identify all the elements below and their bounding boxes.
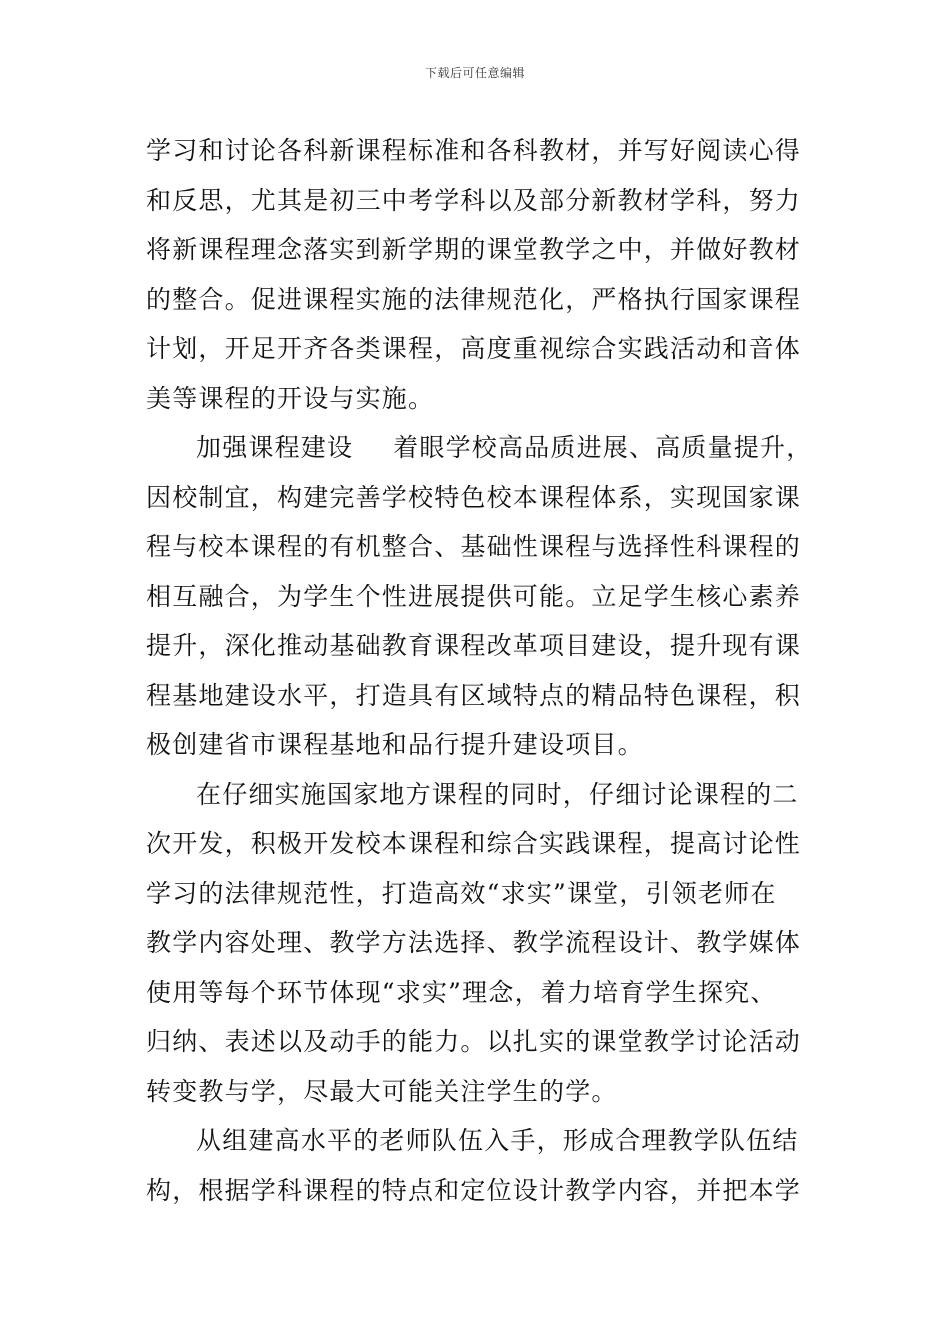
paragraph-line: 教学内容处理、教学方法选择、教学流程设计、教学媒体 [146, 928, 802, 957]
paragraph-first-line [146, 423, 813, 473]
paragraph-line: 和反思，尤其是初三中考学科以及部分新教材学科，努力 [146, 185, 802, 215]
paragraph-line: 程与校本课程的有机整合、基础性课程与选择性科课程的 [146, 532, 802, 561]
paragraph-line: 使用等每个环节体现“求实”理念，着力培育学生探究、 [146, 977, 777, 1007]
paragraph-line: 提升，深化推动基础教育课程改革项目建设，提升现有课 [146, 631, 802, 660]
paragraph-first-line: 在仔细实施国家地方课程的同时，仔细讨论课程的二 [196, 779, 799, 809]
paragraph-line: 极创建省市课程基地和品行提升建设项目。 [146, 730, 644, 759]
paragraph-line-text: 着眼学校高品质进展、高质量提升， [393, 433, 813, 462]
paragraph-line: 学习的法律规范性，打造高效“求实”课堂，引领老师在 [146, 878, 777, 908]
paragraph-line: 归纳、表述以及动手的能力。以扎实的课堂教学讨论活动 [146, 1027, 802, 1056]
paragraph-line: 程基地建设水平，打造具有区域特点的精品特色课程，积 [146, 680, 802, 710]
paragraph-line: 次开发，积极开发校本课程和综合实践课程，提高讨论性 [146, 829, 802, 858]
paragraph-line: 学习和讨论各科新课程标准和各科教材，并写好阅读心得 [146, 136, 802, 165]
paragraph-line: 将新课程理念落实到新学期的课堂教学之中，并做好教材 [146, 235, 802, 264]
paragraph-line: 的整合。促进课程实施的法律规范化，严格执行国家课程 [146, 284, 802, 314]
page-header: 下载后可任意编辑 [424, 66, 525, 80]
paragraph-line: 转变教与学，尽最大可能关注学生的学。 [146, 1076, 618, 1106]
paragraph-line: 构，根据学科课程的特点和定位设计教学内容，并把本学 [146, 1175, 802, 1205]
paragraph-line: 因校制宜，构建完善学校特色校本课程体系，实现国家课 [146, 482, 802, 512]
paragraph-line: 计划，开足开齐各类课程，高度重视综合实践活动和音体 [146, 334, 802, 363]
section-heading: 加强课程建设 [196, 433, 354, 462]
paragraph-line: 美等课程的开设与实施。 [146, 383, 435, 413]
document-body [146, 126, 813, 1215]
paragraph-line: 相互融合，为学生个性进展提供可能。立足学生核心素养 [146, 581, 802, 611]
paragraph-first-line: 从组建高水平的老师队伍入手，形成合理教学队伍结 [196, 1126, 799, 1155]
